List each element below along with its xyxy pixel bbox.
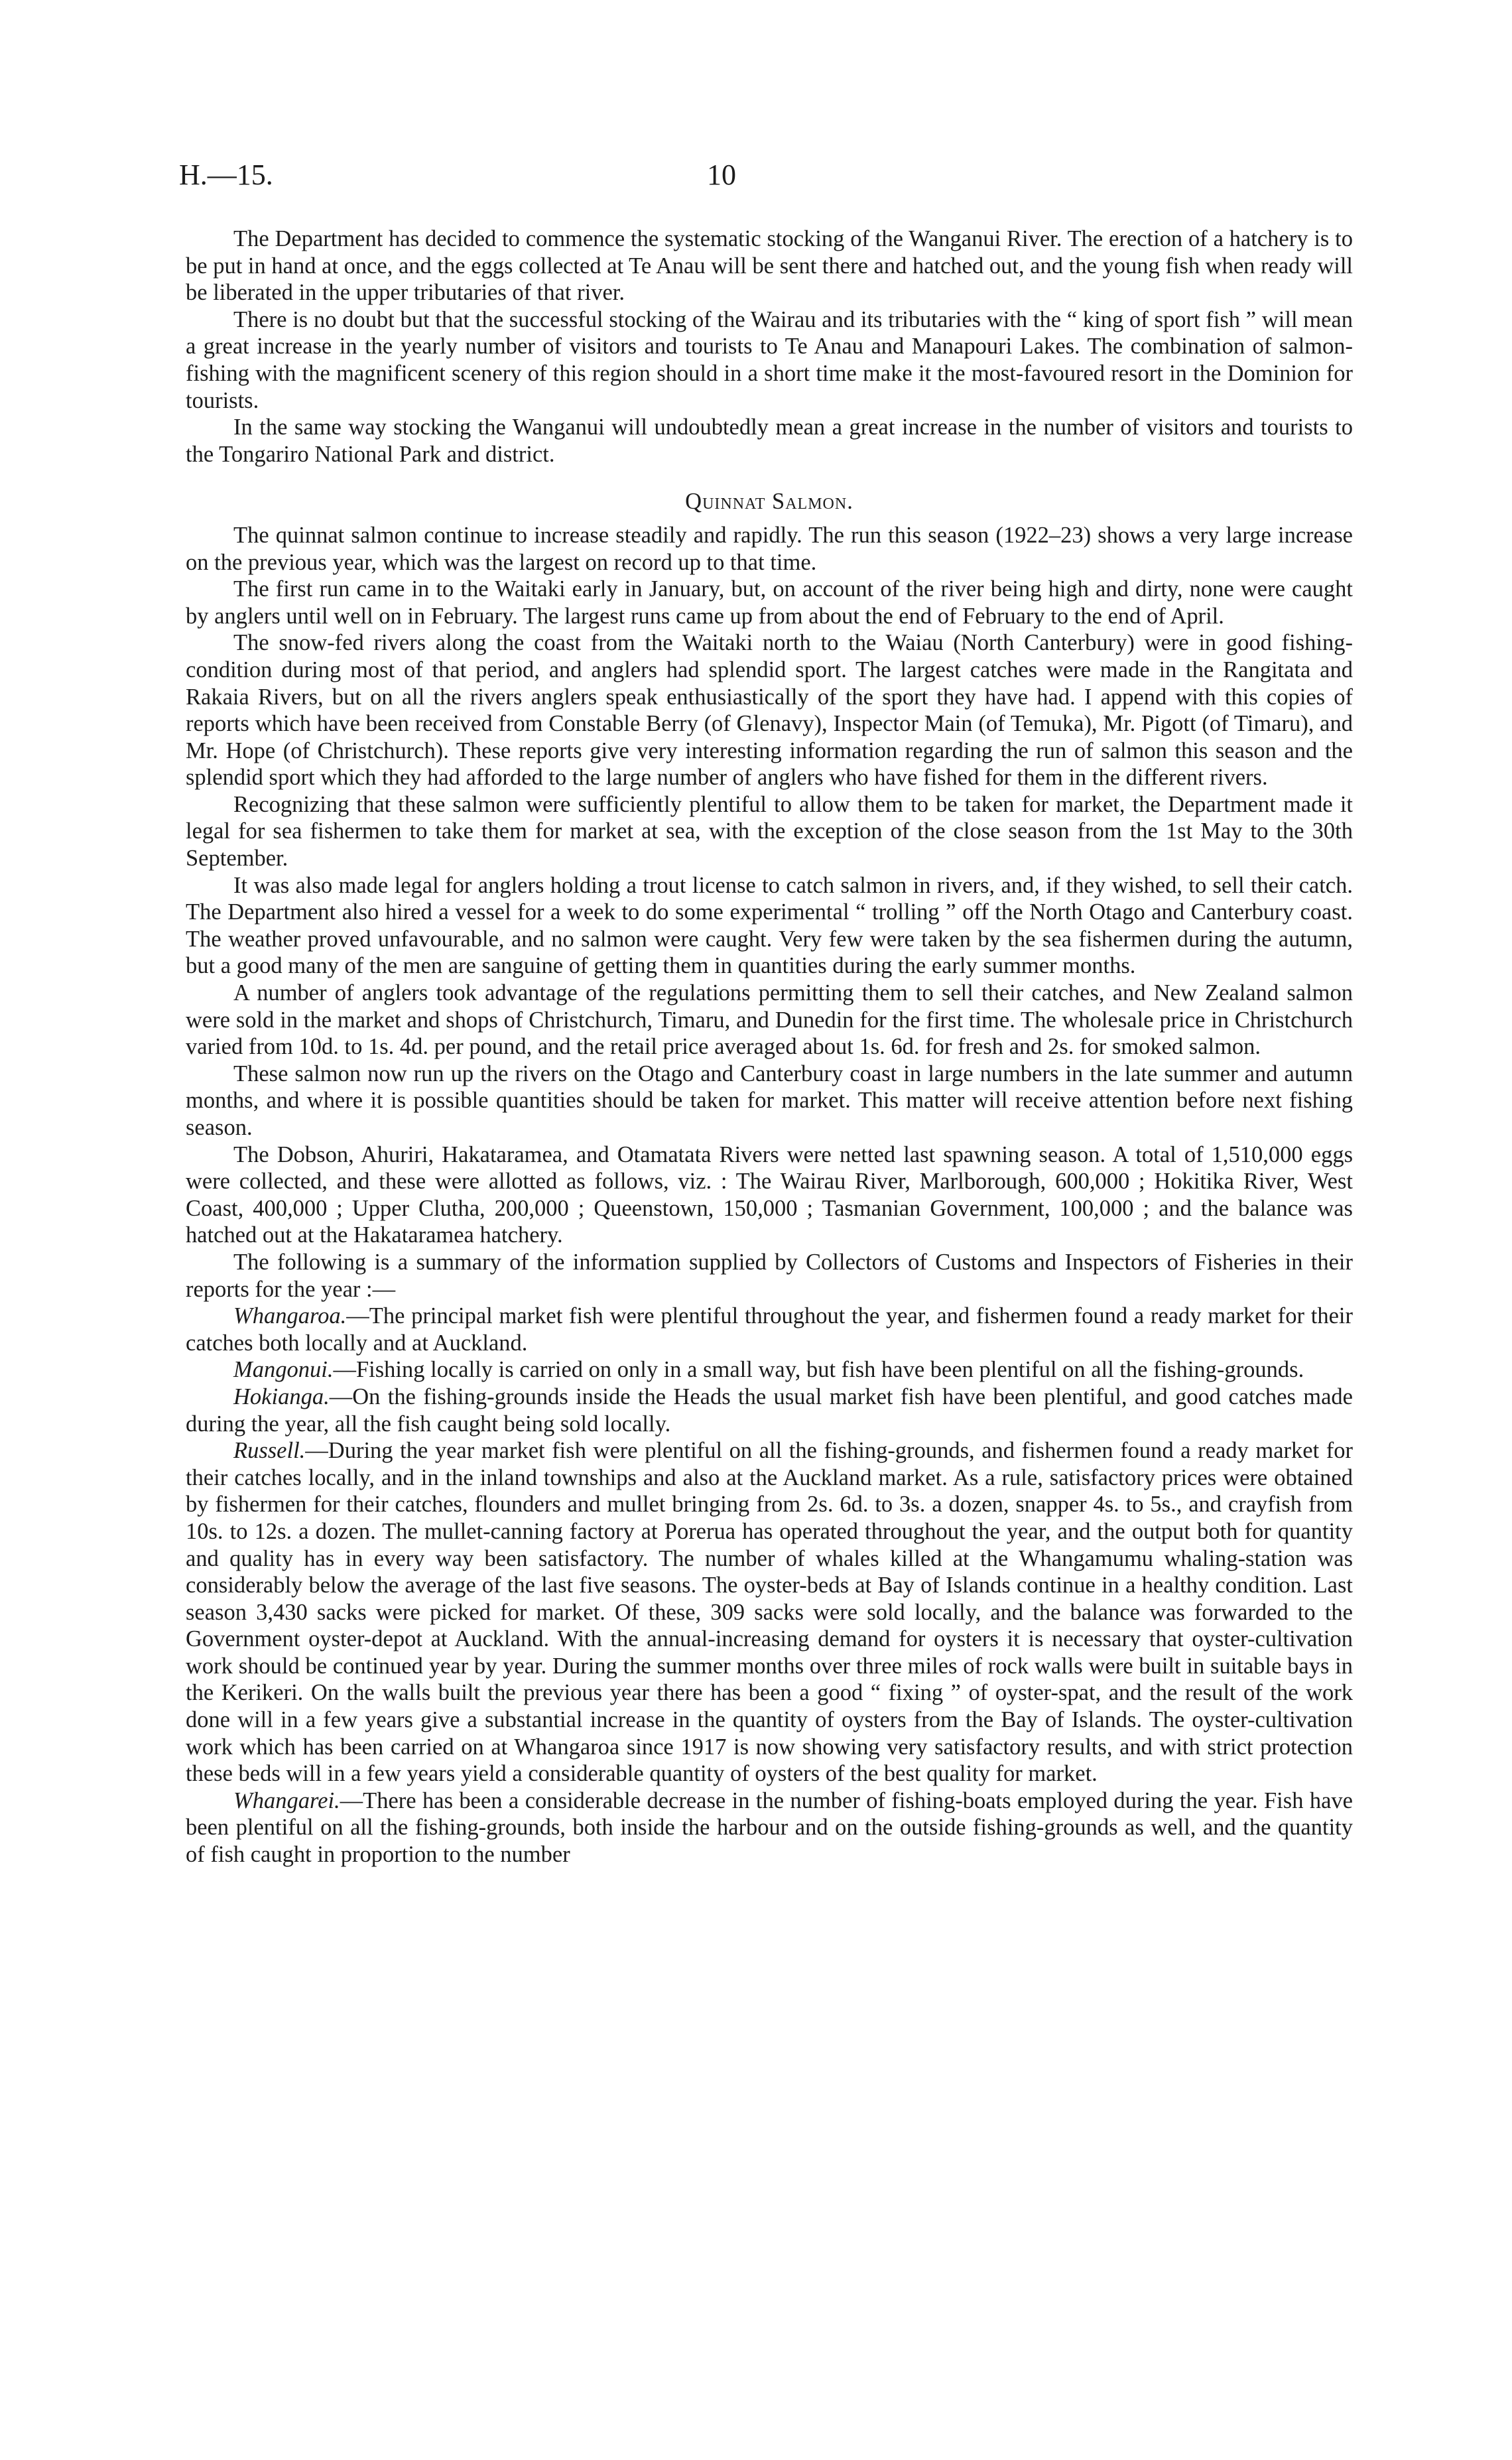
place-name: Whangaroa. [233,1303,347,1329]
paragraph: The following is a summary of the information supplied by Collectors of Customs and Inspectors of Fisheries in their reports for the year :— [186,1249,1353,1302]
report-text: —Fishing locally is carried on only in a small way, but fish have been plentiful on all the fishing-grounds. [333,1357,1304,1383]
paragraph: The snow-fed rivers along the coast from the Waitaki north to the Waiau (North Canterbury) were in good fishing-condition during most of that period, and anglers had splendid sport. The largest catches were made in the Rangitata and Rakaia Rivers, but on all the rivers anglers speak enthusiastically of the sport they have had. I append with this copies of reports which have been received from Constable Berry (of Glenavy), Inspector Main (of Temuka), Mr. Pigott (of Timaru), and Mr. Hope (of Christchurch). These reports give very interesting information regarding the run of salmon this season and the splendid sport which they had afforded to the large number of anglers who have fished for them in the different rivers. [186,630,1353,791]
paragraph: In the same way stocking the Wanganui will undoubtedly mean a great increase in the number of visitors and tourists to the Tongariro National Park and district. [186,415,1353,467]
report-russell [186,1437,1353,1787]
report-text: —During the year market fish were plentiful on all the fishing-grounds, and fishermen found a ready market for their catches locally, and in the inland townships and also at the Auckland market. As a rule, satisfactory prices were obtained by fishermen for their catches, flounders and mullet bringing from 2s. 6d. to 3s. a dozen, snapper 4s. to 5s., and crayfish from 10s. to 12s. a dozen. The mullet-canning factory at Porerua has operated throughout the year, and the output both for quantity and quality has in every way been satisfactory. The number of whales killed at the Whangamumu whaling-station was considerably below the average of the last five seasons. The oyster-beds at Bay of Islands continue in a healthy condition. Last season 3,430 sacks were picked for market. Of these, 309 sacks were sold locally, and the balance was forwarded to the Government oyster-depot at Auckland. With the annual-increasing demand for oysters it is necessary that oyster-cultivation work should be continued year by year. During the summer months over three miles of rock walls were built in suitable bays in the Kerikeri. On the walls built the previous year there has been a good “ fixing ” of oyster-spat, and the result of the work done will in a few years give a substantial increase in the quantity of oysters from the Bay of Islands. The oyster-cultivation work which has been carried on at Whangaroa since 1917 is now showing very satisfactory results, and with strict protection these beds will in a few years yield a considerable quantity of oysters of the best quality for market. [186,1438,1353,1787]
document-reference: H.—15. [179,159,273,191]
place-name: Russell. [233,1438,306,1464]
report-mangonui [186,1356,1353,1384]
paragraph: There is no doubt but that the successful stocking of the Wairau and its tributaries with the “ king of sport fish ” will mean a great increase in the yearly number of visitors and tourists to Te Anau and Manapouri Lakes. The combination of salmon-fishing with the magnificent scenery of this region should in a short time make it the most-favoured resort in the Dominion for tourists. [186,306,1353,413]
report-text: —On the fishing-grounds inside the Heads the usual market fish have been plentiful, and good catches made during the year, all the fish caught being sold locally. [186,1384,1353,1437]
paragraph: The quinnat salmon continue to increase steadily and rapidly. The run this season (1922–23) shows a very large increase on the previous year, which was the largest on record up to that time. [186,522,1353,575]
place-name: Hokianga. [233,1384,330,1409]
page-number: 10 [707,159,736,191]
place-name: Whangarei. [233,1787,340,1813]
paragraph: Recognizing that these salmon were sufficiently plentiful to allow them to be taken for market, the Department made it legal for sea fishermen to take them for market at sea, with the exception of the close season from the 1st May to the 30th September. [186,791,1353,872]
paragraph: The first run came in to the Waitaki early in January, but, on account of the river being high and dirty, none were caught by anglers until well on in February. The largest runs came up from about the end of February to the end of April. [186,576,1353,629]
report-whangarei [186,1787,1353,1868]
document-body [186,226,1353,1868]
report-whangaroa [186,1303,1353,1356]
paragraph: The Department has decided to commence the systematic stocking of the Wanganui River. The erection of a hatchery is to be put in hand at once, and the eggs collected at Te Anau will be sent there and hatched out, and the young fish when ready will be liberated in the upper tributaries of that river. [186,226,1353,306]
paragraph: These salmon now run up the rivers on the Otago and Canterbury coast in large numbers in the late summer and autumn months, and where it is possible quantities should be taken for market. This matter will receive attention before next fishing season. [186,1061,1353,1140]
paragraph: The Dobson, Ahuriri, Hakataramea, and Otamatata Rivers were netted last spawning season. A total of 1,510,000 eggs were collected, and these were allotted as follows, viz. : The Wairau River, Marlborough, 600,000 ; Hokitika River, West Coast, 400,000 ; Upper Clutha, 200,000 ; Queenstown, 150,000 ; Tasmanian Government, 100,000 ; and the balance was hatched out at the Hakataramea hatchery. [186,1141,1353,1248]
report-text: —There has been a considerable decrease in the number of fishing-boats employed during the year. Fish have been plentiful on all the fishing-grounds, both inside the harbour and on the outside fishing-grounds as well, and the quantity of fish caught in proportion to the number [186,1787,1353,1868]
paragraph: It was also made legal for anglers holding a trout license to catch salmon in rivers, and, if they wished, to sell their catch. The Department also hired a vessel for a week to do some experimental “ trolling ” off the North Otago and Canterbury coast. The weather proved unfavourable, and no salmon were caught. Very few were taken by the sea fishermen during the autumn, but a good many of the men are sanguine of getting them in quantities during the early summer months. [186,872,1353,979]
section-heading: Quinnat Salmon. [685,489,853,515]
report-text: —The principal market fish were plentiful throughout the year, and fishermen found a ready market for their catches both locally and at Auckland. [186,1303,1353,1356]
paragraph: A number of anglers took advantage of the regulations permitting them to sell their catches, and New Zealand salmon were sold in the market and shops of Christchurch, Timaru, and Dunedin for the first time. The wholesale price in Christchurch varied from 10d. to 1s. 4d. per pound, and the retail price averaged about 1s. 6d. for fresh and 2s. for smoked salmon. [186,980,1353,1060]
report-hokianga [186,1384,1353,1437]
place-name: Mangonui. [233,1357,334,1383]
